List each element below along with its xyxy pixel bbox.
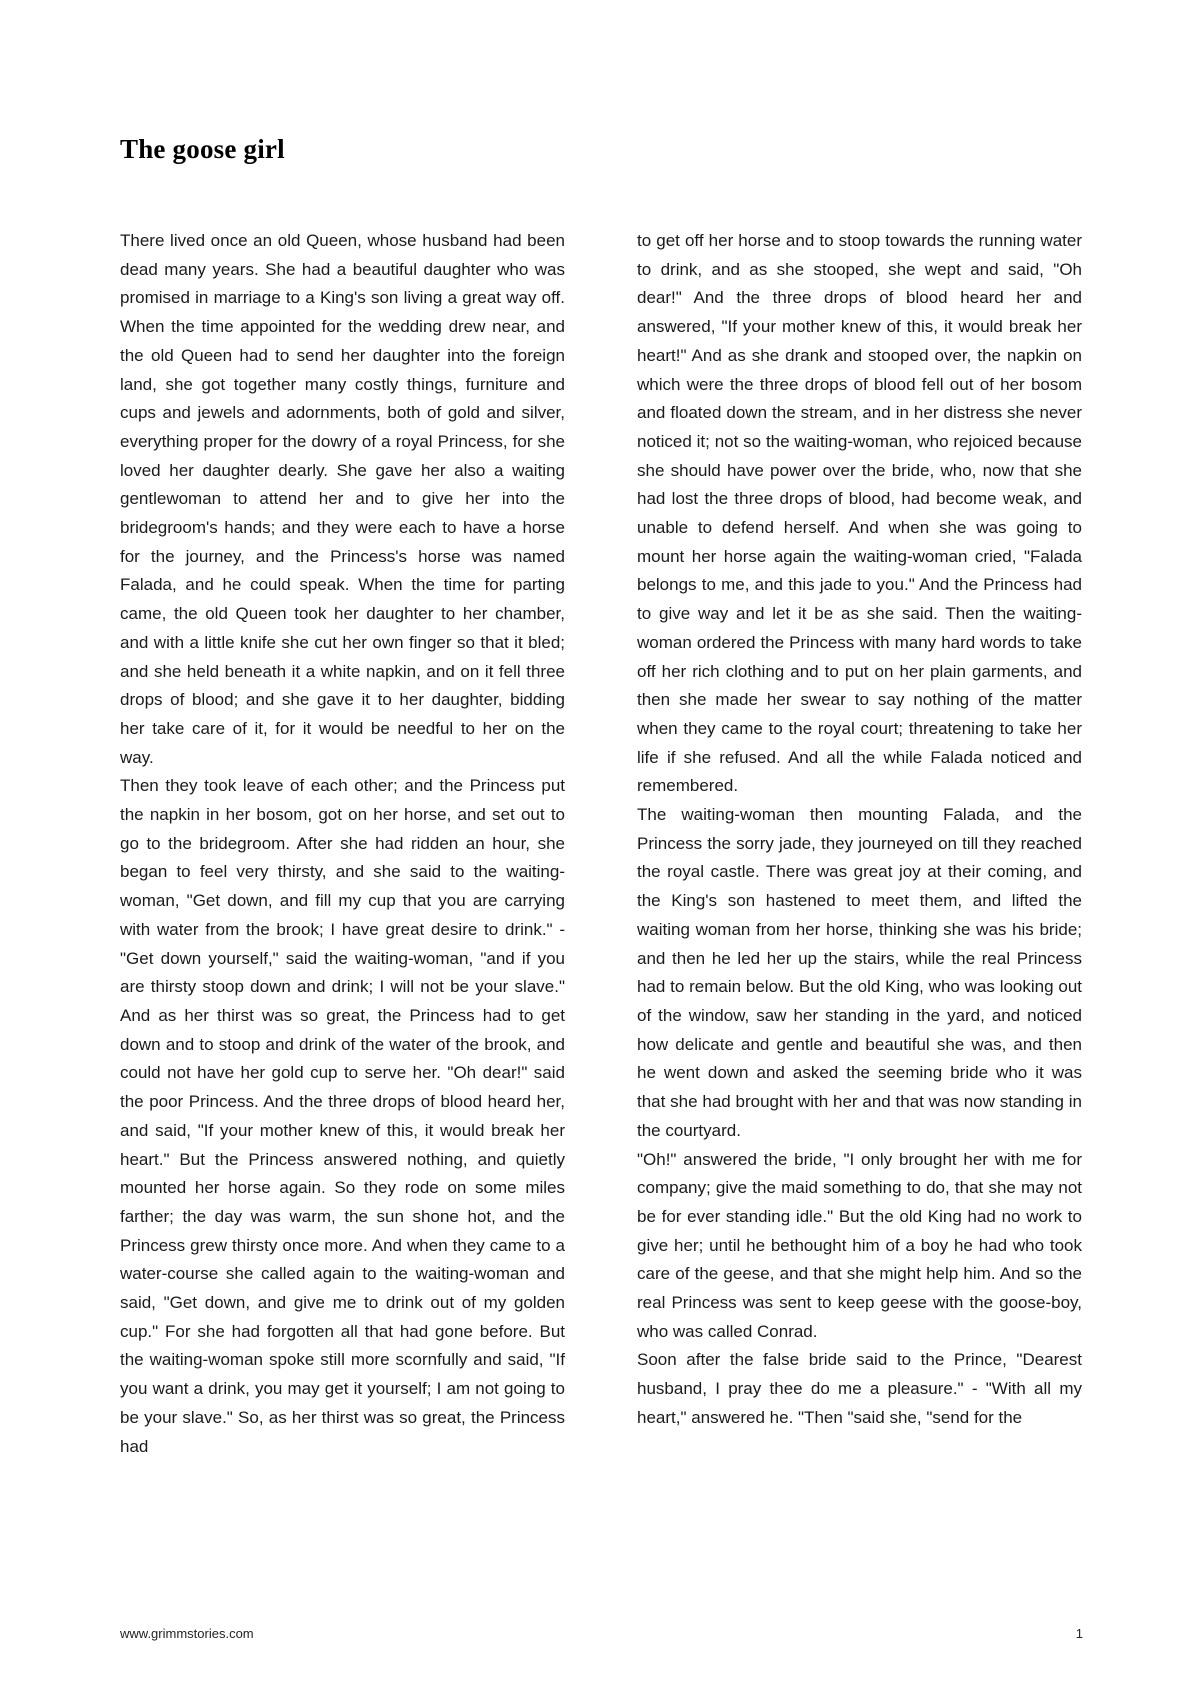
paragraph: Soon after the false bride said to the Prince, "Dearest husband, I pray thee do me a pleasure." - "With all my heart," answered he. "Then "said she, "send for the <box>637 1350 1082 1427</box>
text-column-right <box>637 227 1082 1433</box>
page-number: 1 <box>1075 1626 1083 1641</box>
footer-url: www.grimmstories.com <box>120 1626 254 1641</box>
page-title: The goose girl <box>120 134 285 164</box>
paragraph: to get off her horse and to stoop towards the running water to drink, and as she stooped, she wept and said, "Oh dear!" And the three drops of blood heard her and answered, "If your mother knew of this, it would break her heart!" And as she drank and stooped over, the napkin on which were the three drops of blood fell out of her bosom and floated down the stream, and in her distress she never noticed it; not so the waiting-woman, who rejoiced because she should have power over the bride, who, now that she had lost the three drops of blood, had become weak, and unable to defend herself. And when she was going to mount her horse again the waiting-woman cried, "Falada belongs to me, and this jade to you." And the Princess had to give way and let it be as she said. Then the waiting-woman ordered the Princess with many hard words to take off her rich clothing and to put on her plain garments, and then she made her swear to say nothing of the matter when they came to the royal court; threatening to take her life if she refused. And all the while Falada noticed and remembered. <box>637 231 1082 796</box>
paragraph: The waiting-woman then mounting Falada, and the Princess the sorry jade, they journeyed on till they reached the royal castle. There was great joy at their coming, and the King's son hastened to meet them, and lifted the waiting woman from her horse, thinking she was his bride; and then he led her up the stairs, while the real Princess had to remain below. But the old King, who was looking out of the window, saw her standing in the yard, and noticed how delicate and gentle and beautiful she was, and then he went down and asked the seeming bride who it was that she had brought with her and that was now standing in the courtyard. <box>637 805 1082 1140</box>
paragraph: There lived once an old Queen, whose husband had been dead many years. She had a beautiful daughter who was promised in marriage to a King's son living a great way off. When the time appointed for the wedding drew near, and the old Queen had to send her daughter into the foreign land, she got together many costly things, furniture and cups and jewels and adornments, both of gold and silver, everything proper for the dowry of a royal Princess, for she loved her daughter dearly. She gave her also a waiting gentlewoman to attend her and to give her into the bridegroom's hands; and they were each to have a horse for the journey, and the Princess's horse was named Falada, and he could speak. When the time for parting came, the old Queen took her daughter to her chamber, and with a little knife she cut her own finger so that it bled; and she held beneath it a white napkin, and on it fell three drops of blood; and she gave it to her daughter, bidding her take care of it, for it would be needful to her on the way. <box>120 231 565 767</box>
paragraph: Then they took leave of each other; and the Princess put the napkin in her bosom, got on her horse, and set out to go to the bridegroom. After she had ridden an hour, she began to feel very thirsty, and she said to the waiting-woman, "Get down, and fill my cup that you are carrying with water from the brook; I have great desire to drink." - "Get down yourself," said the waiting-woman, "and if you are thirsty stoop down and drink; I will not be your slave." And as her thirst was so great, the Princess had to get down and to stoop and drink of the water of the brook, and could not have her gold cup to serve her. "Oh dear!" said the poor Princess. And the three drops of blood heard her, and said, "If your mother knew of this, it would break her heart." But the Princess answered nothing, and quietly mounted her horse again. So they rode on some miles farther; the day was warm, the sun shone hot, and the Princess grew thirsty once more. And when they came to a water-course she called again to the waiting-woman and said, "Get down, and give me to drink out of my golden cup." For she had forgotten all that had gone before. But the waiting-woman spoke still more scornfully and said, "If you want a drink, you may get it yourself; I am not going to be your slave." So, as her thirst was so great, the Princess had <box>120 776 565 1456</box>
text-column-left <box>120 227 565 1461</box>
paragraph: "Oh!" answered the bride, "I only brought her with me for company; give the maid something to do, that she may not be for ever standing idle." But the old King had no work to give her; until he bethought him of a boy he had who took care of the geese, and that she might help him. And so the real Princess was sent to keep geese with the goose-boy, who was called Conrad. <box>637 1149 1082 1341</box>
